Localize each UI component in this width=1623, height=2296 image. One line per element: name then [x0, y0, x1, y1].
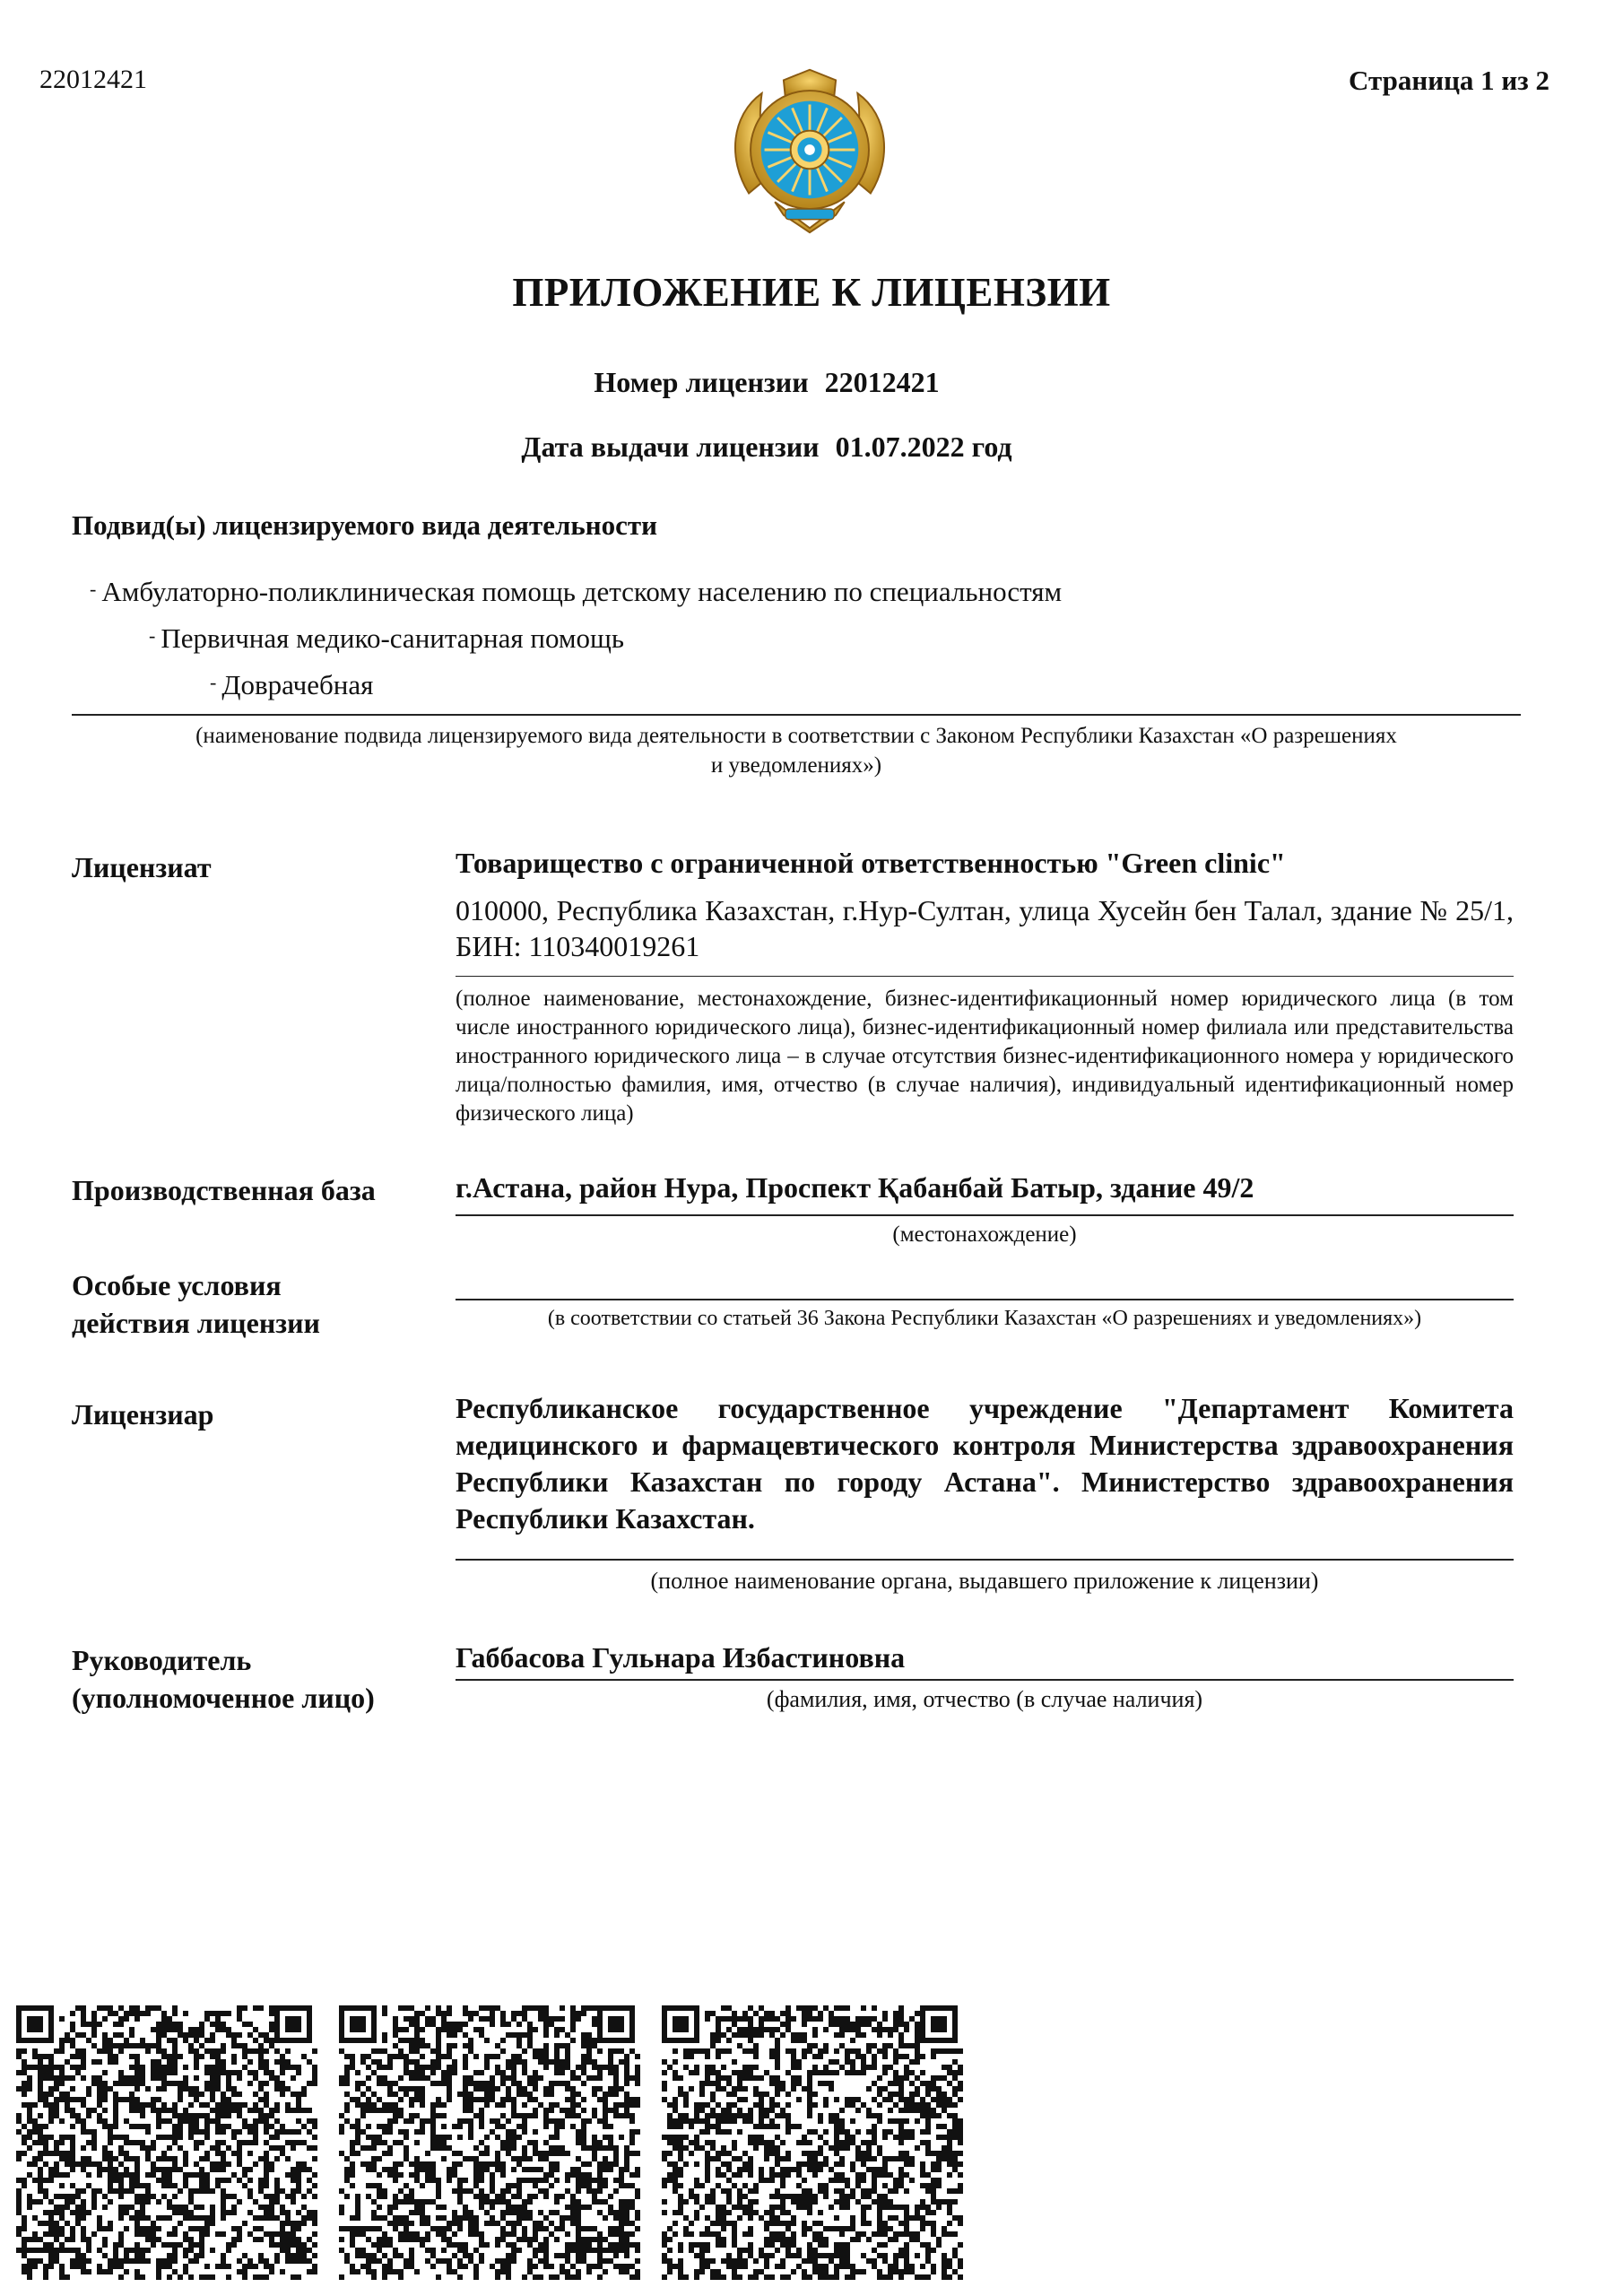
- licensee-label: Лицензиат: [72, 851, 212, 883]
- subtype-item: - Амбулаторно-поликлиническая помощь детскому населению по специальностям: [90, 576, 1063, 607]
- license-date-label: Дата выдачи лицензии: [521, 430, 820, 463]
- licensor-label: Лицензиар: [72, 1398, 214, 1431]
- subtype-item: - Доврачебная: [210, 669, 374, 700]
- license-date-line: [0, 430, 1533, 464]
- licensee-rule: [456, 976, 1514, 977]
- special-conditions-rule: [456, 1299, 1514, 1300]
- subtypes-rule: [72, 714, 1521, 716]
- head-label: Руководитель (уполномоченное лицо): [72, 1644, 375, 1714]
- production-base-rule: [456, 1214, 1514, 1216]
- licensor-rule: [456, 1559, 1514, 1561]
- document-number: 22012421: [39, 65, 147, 94]
- page-indicator: Страница 1 из 2: [1349, 65, 1549, 96]
- special-conditions-label: Особые условия действия лицензии: [72, 1269, 320, 1339]
- head-rule: [456, 1679, 1514, 1681]
- head-name: Габбасова Гульнара Избастиновна: [456, 1641, 906, 1674]
- production-base-value: г.Астана, район Нура, Проспект Қабанбай Батыр, здание 49/2: [456, 1171, 1254, 1204]
- licensee-name: Товарищество с ограниченной ответственностью "Green clinic": [456, 847, 1286, 879]
- subtypes-heading: Подвид(ы) лицензируемого вида деятельности: [72, 509, 657, 541]
- head-caption: (фамилия, имя, отчество (в случае наличия): [766, 1686, 1203, 1712]
- production-base-label: Производственная база: [72, 1174, 376, 1206]
- license-number-label: Номер лицензии: [594, 366, 809, 398]
- special-conditions-caption: (в соответствии со статьей 36 Закона Республики Казахстан «О разрешениях и уведомлениях»): [547, 1307, 1422, 1330]
- licensor-caption: (полное наименование органа, выдавшего приложение к лицензии): [650, 1568, 1319, 1594]
- qr-code-icon: [339, 2005, 640, 2280]
- licensee-caption: (полное наименование, местонахождение, бизнес-идентификационный номер юридического лица (в том числе иностранного юридического лица), бизнес-идентификационный номер филиала или представительства иностранного юридического лица – в случае отсутствия бизнес-идентификационного номера у юридического лица/полностью фамилия, имя, отчество (в случае наличия), индивидуальный идентификационный номер физического лица): [456, 987, 1514, 1126]
- license-number-value: 22012421: [824, 366, 940, 398]
- qr-code-icon: [662, 2005, 963, 2280]
- subtype-item: - Первичная медико-санитарная помощь: [149, 622, 625, 654]
- licensee-address: 010000, Республика Казахстан, г.Нур-Султан, улица Хусейн бен Талал, здание № 25/1, БИН: 110340019261: [456, 894, 1514, 962]
- license-date-value: 01.07.2022 год: [835, 430, 1012, 463]
- state-emblem-icon: [723, 63, 897, 237]
- license-number-line: [0, 366, 1533, 399]
- production-base-caption: (местонахождение): [892, 1222, 1077, 1247]
- subtypes-caption: (наименование подвида лицензируемого вида деятельности в соответствии с Законом Республики Казахстан «О разрешениях и уведомлениях»): [195, 724, 1397, 778]
- page-title: ПРИЛОЖЕНИЕ К ЛИЦЕНЗИИ: [512, 270, 1111, 315]
- qr-code-icon: [16, 2005, 317, 2280]
- licensor-value: Республиканское государственное учреждение "Департамент Комитета медицинского и фармацевтического контроля Министерства здравоохранения Республики Казахстан по городу Астана". Министерство здравоохранения Республики Казахстан.: [456, 1392, 1514, 1535]
